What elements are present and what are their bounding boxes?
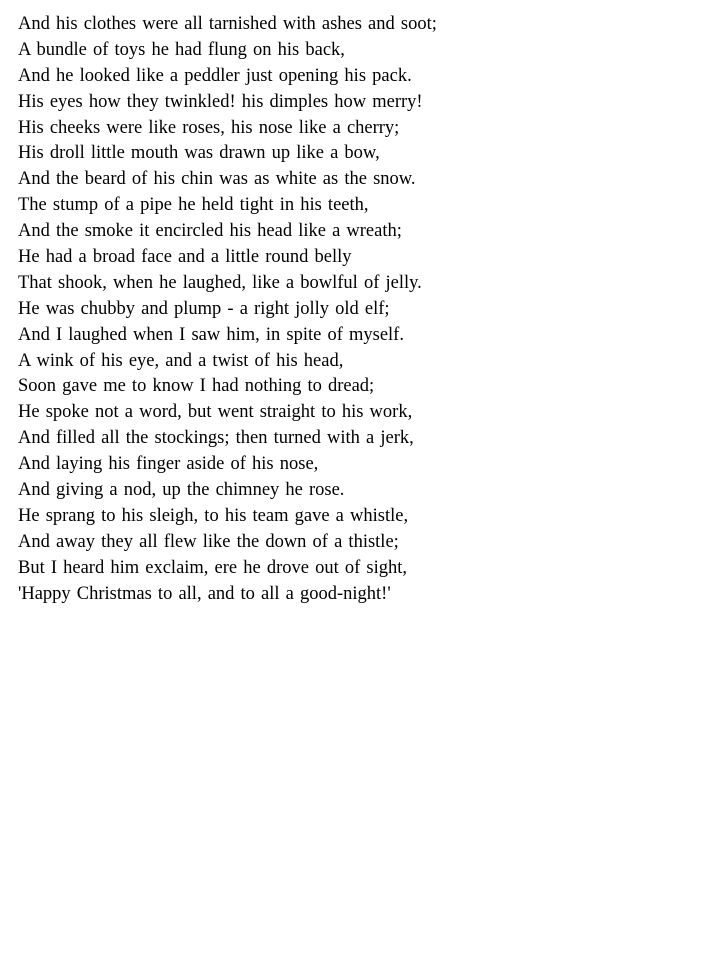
poem-line: That shook, when he laughed, like a bowlful of jelly. <box>18 272 422 293</box>
poem-line: But I heard him exclaim, ere he drove out of sight, <box>18 557 408 578</box>
poem-line: He had a broad face and a little round belly <box>18 247 352 268</box>
poem-line: And his clothes were all tarnished with ashes and soot; <box>18 14 437 34</box>
poem-line: And I laughed when I saw him, in spite of myself. <box>18 324 404 345</box>
poem-line: And giving a nod, up the chimney he rose. <box>18 480 345 501</box>
poem-line: He spoke not a word, but went straight to his work, <box>18 402 413 423</box>
poem-line: His droll little mouth was drawn up like a bow, <box>18 143 380 164</box>
poem-line: And the beard of his chin was as white as the snow. <box>18 169 416 190</box>
poem-line: A bundle of toys he had flung on his back, <box>18 39 345 60</box>
poem-text-block <box>18 12 708 607</box>
poem-line: He was chubby and plump - a right jolly old elf; <box>18 298 390 319</box>
poem-line: A wink of his eye, and a twist of his head, <box>18 350 344 371</box>
poem-line: His cheeks were like roses, his nose like a cherry; <box>18 117 400 138</box>
poem-line: And away they all flew like the down of a thistle; <box>18 531 399 552</box>
poem-line: He sprang to his sleigh, to his team gave a whistle, <box>18 505 409 526</box>
poem-line: The stump of a pipe he held tight in his teeth, <box>18 195 369 216</box>
poem-line: And laying his finger aside of his nose, <box>18 454 319 475</box>
poem-line: 'Happy Christmas to all, and to all a good-night!' <box>18 583 391 604</box>
poem-line: And the smoke it encircled his head like a wreath; <box>18 221 402 242</box>
poem-line: And filled all the stockings; then turned with a jerk, <box>18 428 414 449</box>
poem-line: And he looked like a peddler just opening his pack. <box>18 65 412 86</box>
poem-line: His eyes how they twinkled! his dimples how merry! <box>18 91 423 112</box>
poem-line: Soon gave me to know I had nothing to dread; <box>18 376 375 397</box>
